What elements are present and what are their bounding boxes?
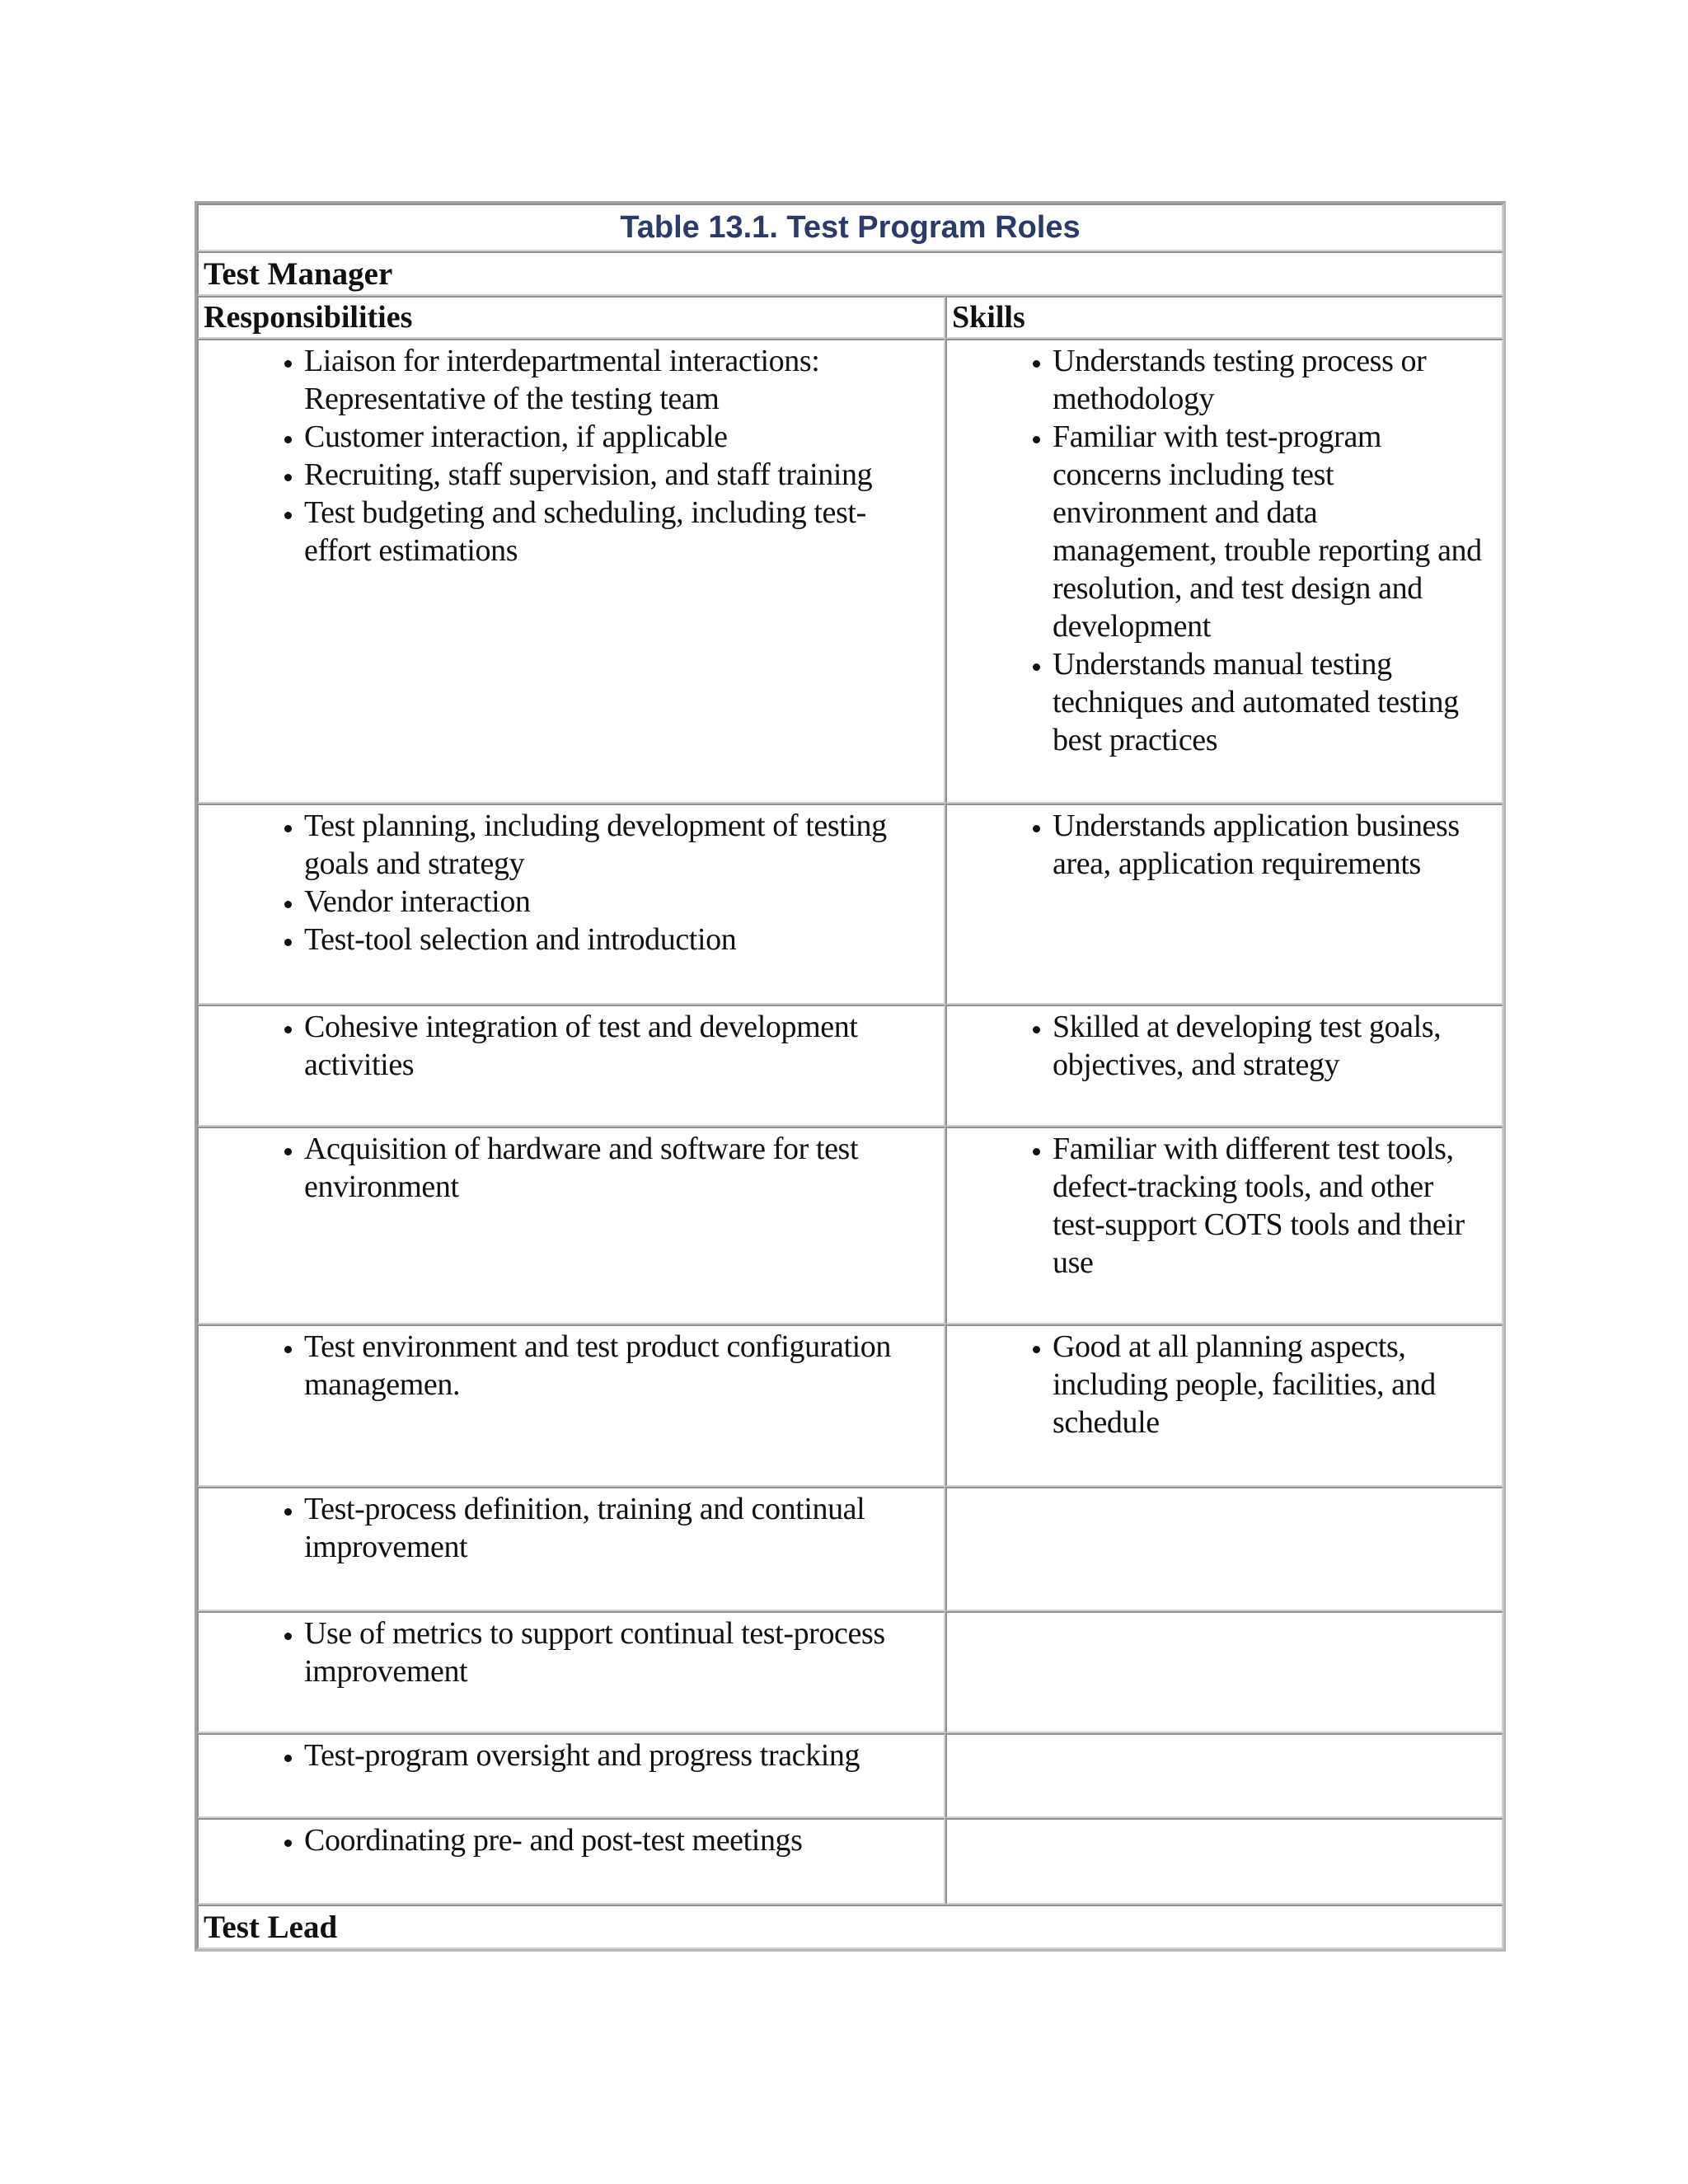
list-item: • Use of metrics to support continual test-process improvement <box>304 1615 927 1690</box>
responsibilities-cell <box>197 1127 945 1324</box>
skills-list <box>947 1008 1502 1084</box>
table-row <box>197 339 1503 804</box>
list-item: • Good at all planning aspects, including people, facilities, and schedule <box>1053 1328 1485 1441</box>
skills-cell-empty <box>945 1611 1503 1733</box>
caption-row <box>197 204 1503 251</box>
table-caption: Table 13.1. Test Program Roles <box>197 204 1503 251</box>
table-row <box>197 1005 1503 1127</box>
skills-list <box>947 807 1502 883</box>
table-row <box>197 804 1503 1005</box>
skills-cell <box>945 339 1503 804</box>
table-row <box>197 1487 1503 1611</box>
role-heading-test-lead: Test Lead <box>197 1905 1503 1949</box>
role-row <box>197 1905 1503 1949</box>
responsibilities-list <box>199 1328 944 1404</box>
responsibilities-list <box>199 1736 944 1774</box>
column-header-skills: Skills <box>945 296 1503 339</box>
responsibilities-list <box>199 1490 944 1566</box>
list-item: • Test-program oversight and progress tracking <box>304 1736 927 1774</box>
list-item: • Recruiting, staff supervision, and staff training <box>304 456 927 494</box>
list-item: • Understands application business area, application requirements <box>1053 807 1485 883</box>
list-item: • Coordinating pre- and post-test meetings <box>304 1821 927 1859</box>
skills-list <box>947 1328 1502 1441</box>
list-item: • Acquisition of hardware and software for test environment <box>304 1130 927 1206</box>
list-item: • Vendor interaction <box>304 883 927 921</box>
responsibilities-cell <box>197 1818 945 1905</box>
list-item: • Familiar with test-program concerns including test environment and data management, trouble reporting and resolution, and test design and development <box>1053 418 1485 645</box>
skills-cell <box>945 804 1503 1005</box>
list-item: • Test environment and test product configuration managemen. <box>304 1328 927 1404</box>
skills-cell-empty <box>945 1818 1503 1905</box>
role-row <box>197 251 1503 296</box>
role-heading-test-manager: Test Manager <box>197 251 1503 296</box>
skills-list <box>947 342 1502 759</box>
responsibilities-cell <box>197 1611 945 1733</box>
skills-list <box>947 1130 1502 1282</box>
responsibilities-cell <box>197 804 945 1005</box>
responsibilities-list <box>199 1615 944 1690</box>
list-item: • Test-tool selection and introduction <box>304 921 927 958</box>
test-program-roles-table <box>195 201 1506 1952</box>
list-item: • Understands manual testing techniques and automated testing best practices <box>1053 645 1485 759</box>
skills-cell-empty <box>945 1487 1503 1611</box>
list-item: • Test budgeting and scheduling, including test-effort estimations <box>304 494 927 569</box>
responsibilities-list <box>199 807 944 958</box>
responsibilities-list <box>199 1008 944 1084</box>
responsibilities-list <box>199 342 944 569</box>
list-item: • Familiar with different test tools, defect-tracking tools, and other test-support COTS tools and their use <box>1053 1130 1485 1282</box>
responsibilities-list <box>199 1821 944 1859</box>
table-row <box>197 1611 1503 1733</box>
list-item: • Customer interaction, if applicable <box>304 418 927 456</box>
responsibilities-cell <box>197 1487 945 1611</box>
responsibilities-cell <box>197 339 945 804</box>
skills-cell <box>945 1324 1503 1487</box>
skills-cell <box>945 1005 1503 1127</box>
column-header-responsibilities: Responsibilities <box>197 296 945 339</box>
list-item: • Test-process definition, training and continual improvement <box>304 1490 927 1566</box>
skills-cell-empty <box>945 1733 1503 1818</box>
responsibilities-list <box>199 1130 944 1206</box>
responsibilities-cell <box>197 1005 945 1127</box>
column-header-row <box>197 296 1503 339</box>
table-row <box>197 1733 1503 1818</box>
list-item: • Understands testing process or methodology <box>1053 342 1485 418</box>
list-item: • Skilled at developing test goals, objectives, and strategy <box>1053 1008 1485 1084</box>
list-item: • Test planning, including development of testing goals and strategy <box>304 807 927 883</box>
table-row <box>197 1818 1503 1905</box>
table-row <box>197 1127 1503 1324</box>
responsibilities-cell <box>197 1733 945 1818</box>
responsibilities-cell <box>197 1324 945 1487</box>
list-item: • Cohesive integration of test and development activities <box>304 1008 927 1084</box>
list-item: • Liaison for interdepartmental interactions: Representative of the testing team <box>304 342 927 418</box>
table-row <box>197 1324 1503 1487</box>
skills-cell <box>945 1127 1503 1324</box>
